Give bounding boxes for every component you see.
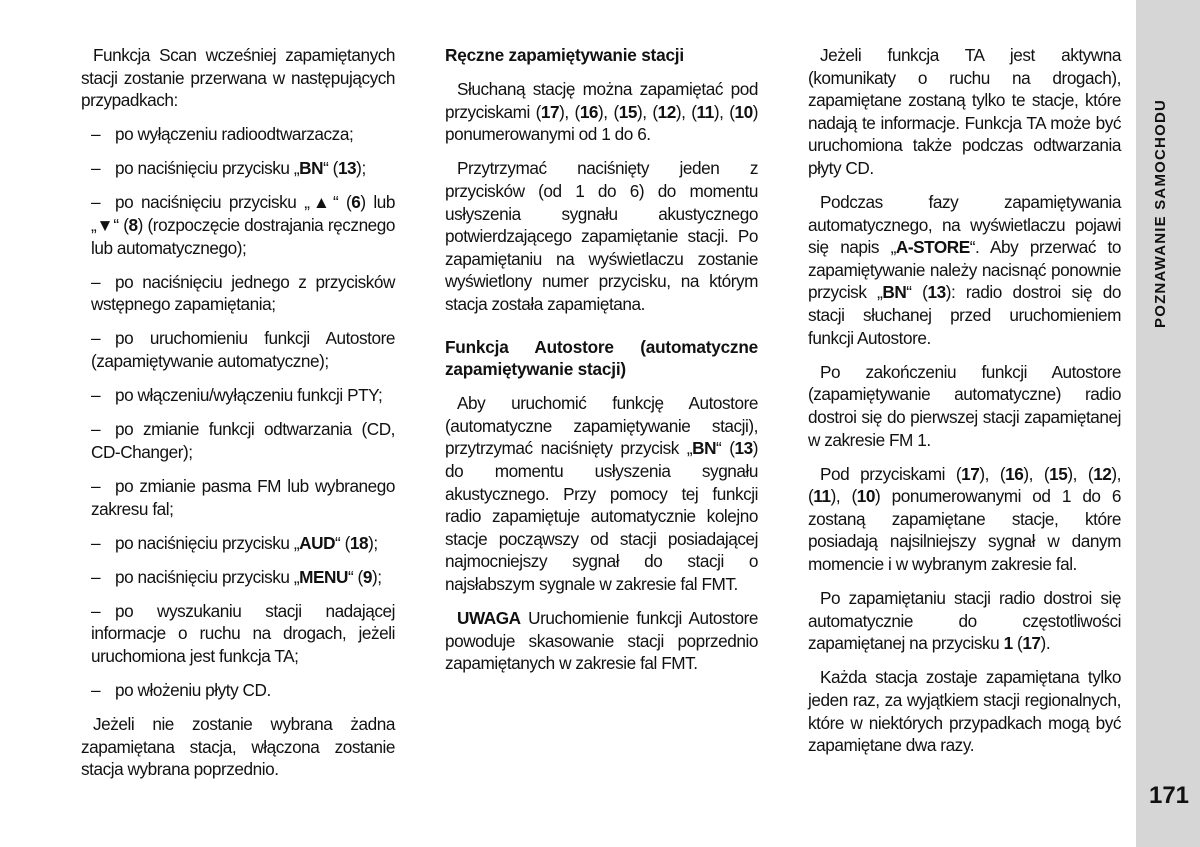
regional-paragraph: Każda stacja zostaje zapamiętana tylko jeden raz, za wyjątkiem stacji regionalnych, które w niektórych przypadkach mogą być zapamiętane dwa razy. (808, 667, 1121, 756)
warning-label: UWAGA (457, 608, 521, 629)
list-item: – po naciśnięciu przycisku „AUD“ (18); (91, 532, 378, 553)
list-item: – po zmianie funkcji odtwarzania (CD, CD-Changer); (91, 419, 395, 462)
hold-button-paragraph: Przytrzymać naciśnięty jeden z przycisków (od 1 do 6) do momentu usłyszenia sygnału akustycznego potwierdzającego zapamiętanie stacji. Po zapamiętaniu na wyświetlaczu zostanie wyświetlony numer przycisku, na którym stacja została zapamiętana. (445, 158, 758, 314)
astore-display-paragraph: Podczas fazy zapamiętywania automatycznego, na wyświetlaczu pojawi się napis „A-STORE“. Aby przerwać to zapamiętywanie należy nacisnąć ponownie przycisk „BN“ (13): radio dostroi się do stacji słuchanej przed uruchomieniem funkcji Autostore. (808, 192, 1121, 348)
autostore-paragraph: Aby uruchomić funkcję Autostore (automatyczne zapamiętywanie stacji), przytrzymać naciśnięty przycisk „BN“ (13) do momentu usłyszenia sygnału akustycznego. Przy pomocy tej funkcji radio zapamiętuje automatycznie kolejno stacje począwszy od stacji posiadającej najmocniejszy sygnał do stacji o najsłabszym sygnale w zakresie fal FMT. (445, 393, 759, 594)
warning-paragraph: UWAGA Uruchomienie funkcji Autostore powoduje skasowanie stacji poprzednio zapamiętanych w zakresie fal FMT. (445, 608, 758, 674)
section-heading-manual: Ręczne zapamiętywanie stacji (445, 45, 684, 65)
scan-outro-paragraph: Jeżeli nie zostanie wybrana żadna zapamiętana stacja, włączona zostanie stacja wybrana poprzednio. (81, 714, 395, 780)
list-item: – po zmianie pasma FM lub wybranego zakresu fal; (91, 475, 395, 519)
manual-store-paragraph: Słuchaną stację można zapamiętać pod przyciskami (17), (16), (15), (12), (11), (10) ponumerowanymi od 1 do 6. (445, 79, 758, 145)
arrow-up-icon: ▲ (309, 192, 333, 213)
autostore-end-paragraph: Po zakończeniu funkcji Autostore (zapamiętywanie automatyczne) radio dostroi się do pierwszej stacji zapamiętanej w zakresie FM 1. (808, 361, 1121, 450)
list-item: – po wyłączeniu radioodtwarzacza; (91, 124, 354, 145)
left-column (81, 44, 395, 792)
buttons-paragraph: Pod przyciskami (17), (16), (15), (12), (11), (10) ponumerowanymi od 1 do 6 zostaną zapamiętane stacje, które posiadają najsilniejszy sygnał w danym momencie i w wybranym zakresie fal. (808, 463, 1122, 574)
tune-paragraph: Po zapamiętaniu stacji radio dostroi się automatycznie do częstotliwości zapamiętanej na przycisku 1 (17). (808, 588, 1121, 654)
list-item: – po wyszukaniu stacji nadającej informacje o ruchu na drogach, jeżeli uruchomiona jest funkcja TA; (91, 600, 395, 666)
right-column (808, 44, 1121, 768)
list-item: – po naciśnięciu przycisku „BN“ (13); (91, 158, 366, 179)
scan-intro-paragraph: Funkcja Scan wcześniej zapamiętanych stacji zostanie przerwana w następujących przypadkach: (81, 45, 395, 111)
list-item: – po włączeniu/wyłączeniu funkcji PTY; (91, 385, 383, 406)
list-item: – po naciśnięciu przycisku „MENU“ (9); (91, 566, 382, 587)
list-item: – po naciśnięciu jednego z przycisków wstępnego zapamiętania; (91, 271, 395, 315)
list-item: – po uruchomieniu funkcji Autostore (zapamiętywanie automatyczne); (91, 328, 395, 372)
section-heading-autostore: Funkcja Autostore (automatyczne zapamiętywanie stacji) (445, 336, 758, 380)
middle-column (445, 44, 758, 686)
list-item: – po naciśnięciu przycisku „▲“ (6) lub „▼“ (8) (rozpoczęcie dostrajania ręcznego lub automatycznego); (91, 192, 396, 258)
page-number: 171 (1148, 782, 1190, 809)
ta-paragraph: Jeżeli funkcja TA jest aktywna (komunikaty o ruchu na drogach), zapamiętane zostaną tylko te stacje, które nadają te informacje. Funkcja TA może być uruchomiona także podczas odtwarzania płyty CD. (808, 45, 1121, 178)
arrow-down-icon: ▼ (96, 215, 114, 236)
section-title: POZNAWANIE SAMOCHODU (1152, 98, 1169, 328)
list-item: – po włożeniu płyty CD. (91, 680, 271, 701)
